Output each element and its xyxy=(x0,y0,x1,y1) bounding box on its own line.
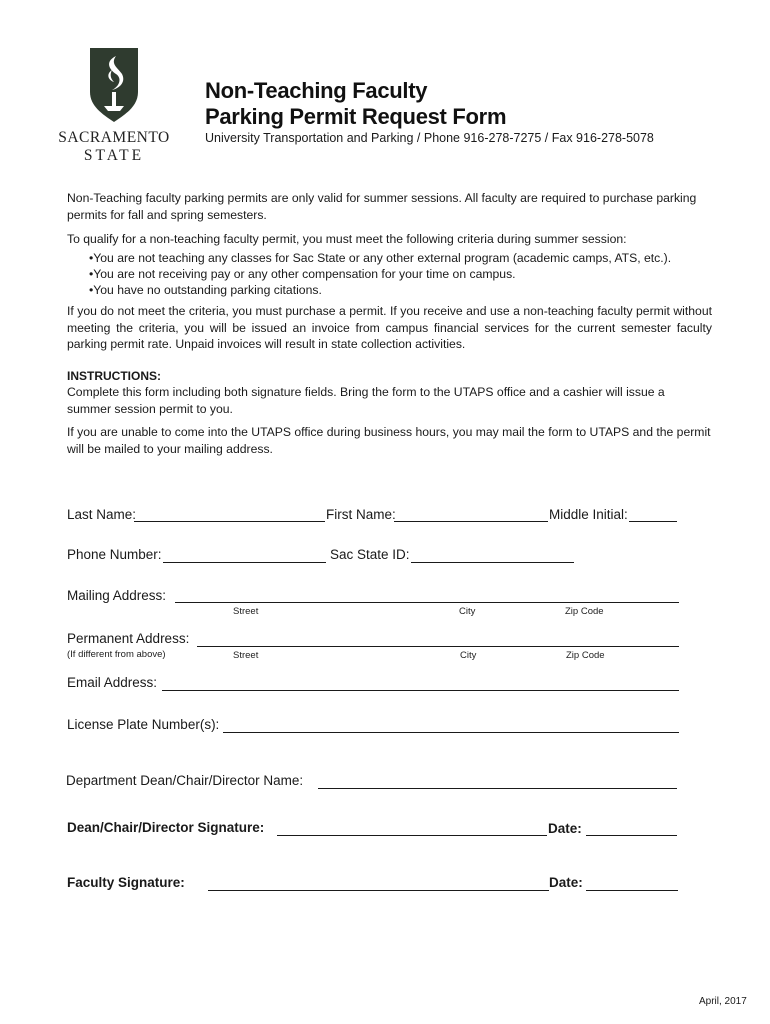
sacramento-state-logo xyxy=(52,48,176,164)
mailing-zip-caption: Zip Code xyxy=(565,606,604,617)
logo-line2: STATE xyxy=(83,147,145,164)
phone-label: Phone Number: xyxy=(67,547,162,562)
form-title-line1: Non-Teaching Faculty xyxy=(205,78,428,103)
email-label: Email Address: xyxy=(67,675,158,690)
sac-state-id-label: Sac State ID: xyxy=(330,547,410,562)
criteria-intro: To qualify for a non-teaching faculty permit, you must meet the following criteria during summer session: xyxy=(67,232,627,246)
email-field[interactable] xyxy=(162,690,679,691)
dean-signature-field[interactable] xyxy=(277,835,547,836)
faculty-date-label: Date: xyxy=(549,875,583,890)
permanent-address-field[interactable] xyxy=(197,646,679,647)
logo-line1: SACRAMENTO xyxy=(58,129,170,146)
dean-date-label: Date: xyxy=(548,821,582,836)
criteria-bullet: •You are not teaching any classes for Sac State or any other external program (academic camps, ATS, etc.). xyxy=(89,251,672,265)
department-name-field[interactable] xyxy=(318,788,677,789)
sac-state-id-field[interactable] xyxy=(411,562,574,563)
faculty-signature-label: Faculty Signature: xyxy=(67,875,185,890)
permanent-address-label: Permanent Address: xyxy=(67,631,190,646)
last-name-field[interactable] xyxy=(134,521,325,522)
intro-paragraph: Non-Teaching faculty parking permits are only valid for summer sessions. All faculty are required to purchase parking permits for fall and spring semesters. xyxy=(67,191,697,222)
first-name-field[interactable] xyxy=(394,521,548,522)
license-plate-field[interactable] xyxy=(223,732,679,733)
mailing-city-caption: City xyxy=(459,606,476,617)
department-name-label: Department Dean/Chair/Director Name: xyxy=(66,773,304,788)
instructions-heading: INSTRUCTIONS: xyxy=(67,369,161,383)
permanent-address-note: (If different from above) xyxy=(67,649,166,660)
faculty-signature-field[interactable] xyxy=(208,890,549,891)
criteria-bullet: •You have no outstanding parking citations. xyxy=(89,283,322,297)
permanent-city-caption: City xyxy=(460,650,477,661)
instructions-paragraph: Complete this form including both signature fields. Bring the form to the UTAPS office and a cashier will issue a summer session permit to you. xyxy=(67,385,665,416)
middle-initial-label: Middle Initial: xyxy=(549,507,628,522)
phone-field[interactable] xyxy=(163,562,326,563)
faculty-date-field[interactable] xyxy=(586,890,678,891)
mailing-address-field[interactable] xyxy=(175,602,679,603)
mail-instructions: If you are unable to come into the UTAPS office during business hours, you may mail the form to UTAPS and the permit will be mailed to your mailing address. xyxy=(67,425,711,456)
mailing-address-label: Mailing Address: xyxy=(67,588,167,603)
license-plate-label: License Plate Number(s): xyxy=(67,717,220,732)
dean-date-field[interactable] xyxy=(586,835,677,836)
last-name-label: Last Name: xyxy=(67,507,137,522)
criteria-warning: If you do not meet the criteria, you must purchase a permit. If you receive and use a non-teaching faculty permit without meeting the criteria, you will be issued an invoice from campus financial services for the current semester faculty parking permit rate. Unpaid invoices will result in state collection activities. xyxy=(67,304,712,351)
first-name-label: First Name: xyxy=(326,507,396,522)
permanent-zip-caption: Zip Code xyxy=(566,650,605,661)
revision-date: April, 2017 xyxy=(699,996,747,1007)
form-title-line2: Parking Permit Request Form xyxy=(205,104,507,129)
torch-flame-icon xyxy=(86,48,142,122)
mailing-street-caption: Street xyxy=(233,606,259,617)
permanent-street-caption: Street xyxy=(233,650,259,661)
criteria-bullet: •You are not receiving pay or any other compensation for your time on campus. xyxy=(89,267,516,281)
contact-info: University Transportation and Parking / Phone 916-278-7275 / Fax 916-278-5078 xyxy=(205,131,654,145)
middle-initial-field[interactable] xyxy=(629,521,677,522)
dean-signature-label: Dean/Chair/Director Signature: xyxy=(67,820,265,835)
